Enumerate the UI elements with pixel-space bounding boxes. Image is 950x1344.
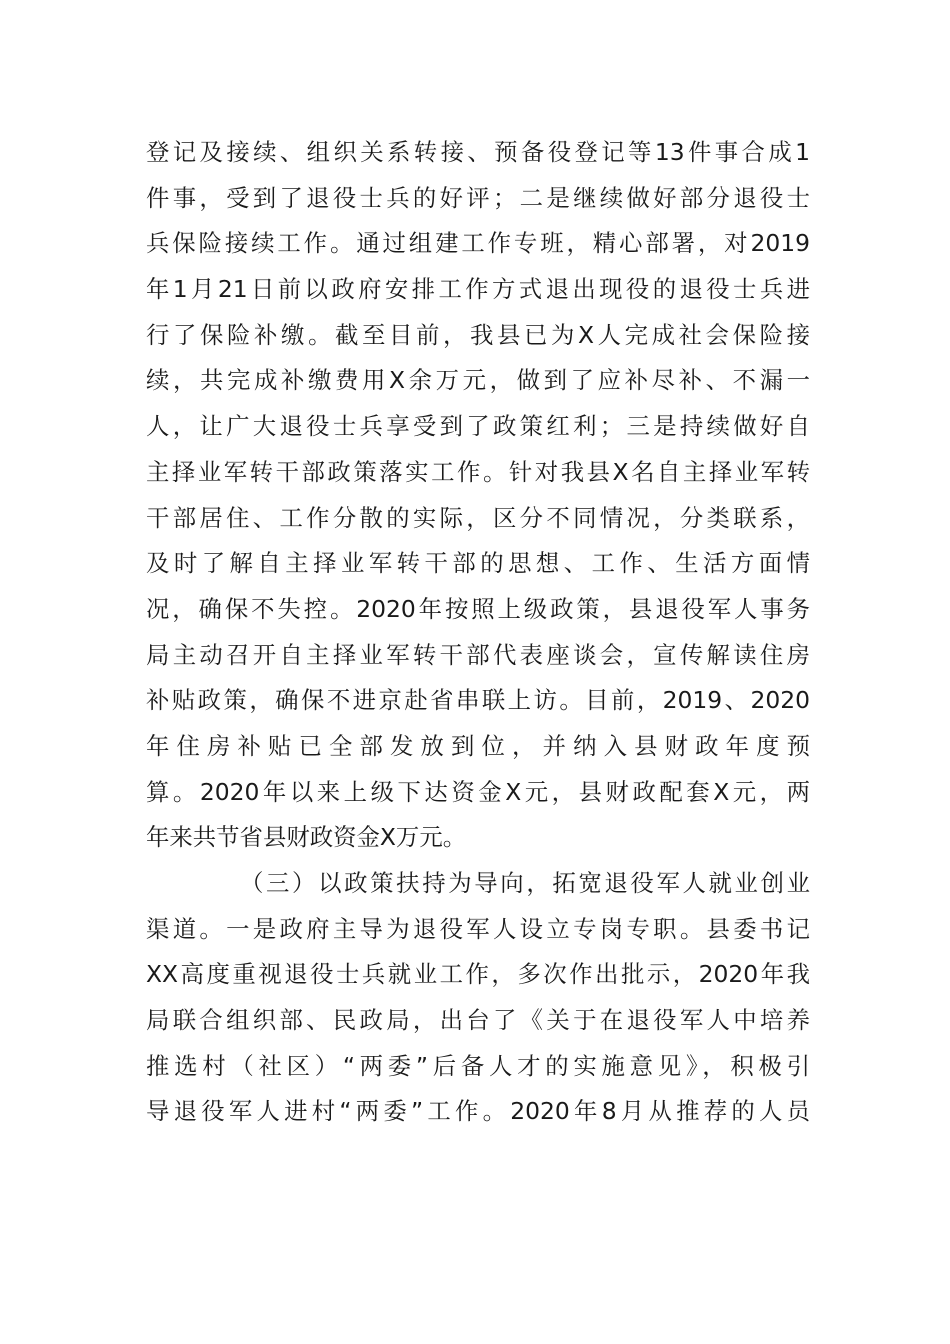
text-line-4: 年1月21日前以政府安排工作方式退出现役的退役士兵进 [146, 275, 810, 304]
text-line-5: 行了保险补缴。截至目前，我县已为X人完成社会保险接 [146, 320, 810, 349]
text-line-1: 登记及接续、组织关系转接、预备役登记等13件事合成1 [146, 138, 810, 166]
text-line-10: 及时了解自主择业军转干部的思想、工作、生活方面情 [146, 549, 810, 578]
text-line-21: 推选村（社区）“两委”后备人才的实施意见》，积极引 [146, 1051, 810, 1080]
text-line-14: 年住房补贴已全部发放到位，并纳入县财政年度预 [146, 731, 810, 760]
text-line-6: 续，共完成补缴费用X余万元，做到了应补尽补、不漏一 [146, 366, 810, 395]
section-heading-3: （三）以政策扶持为导向，拓宽退役军人就业创业 [240, 869, 810, 897]
text-line-16: 年来共节省县财政资金X万元。 [146, 823, 467, 852]
text-line-7: 人，让广大退役士兵享受到了政策红利；三是持续做好自 [146, 412, 810, 441]
text-line-13: 补贴政策，确保不进京赴省串联上访。目前，2019、2020 [146, 686, 810, 715]
text-line-15: 算。2020年以来上级下达资金X元，县财政配套X元，两 [146, 777, 810, 806]
text-line-22: 导退役军人进村“两委”工作。2020年8月从推荐的人员 [146, 1097, 810, 1126]
text-line-19: XX高度重视退役士兵就业工作，多次作出批示，2020年我 [146, 960, 810, 989]
text-line-9: 干部居住、工作分散的实际，区分不同情况，分类联系， [146, 503, 810, 532]
text-line-8: 主择业军转干部政策落实工作。针对我县X名自主择业军转 [146, 457, 810, 486]
text-line-3: 兵保险接续工作。通过组建工作专班，精心部署，对2019 [146, 229, 810, 258]
text-line-20: 局联合组织部、民政局，出台了《关于在退役军人中培养 [146, 1006, 810, 1035]
text-line-12: 局主动召开自主择业军转干部代表座谈会，宣传解读住房 [146, 640, 810, 669]
text-line-11: 况，确保不失控。2020年按照上级政策，县退役军人事务 [146, 594, 810, 623]
text-line-18: 渠道。一是政府主导为退役军人设立专岗专职。县委书记 [146, 914, 810, 943]
text-line-2: 件事，受到了退役士兵的好评；二是继续做好部分退役士 [146, 183, 810, 212]
document-body [146, 130, 810, 1135]
